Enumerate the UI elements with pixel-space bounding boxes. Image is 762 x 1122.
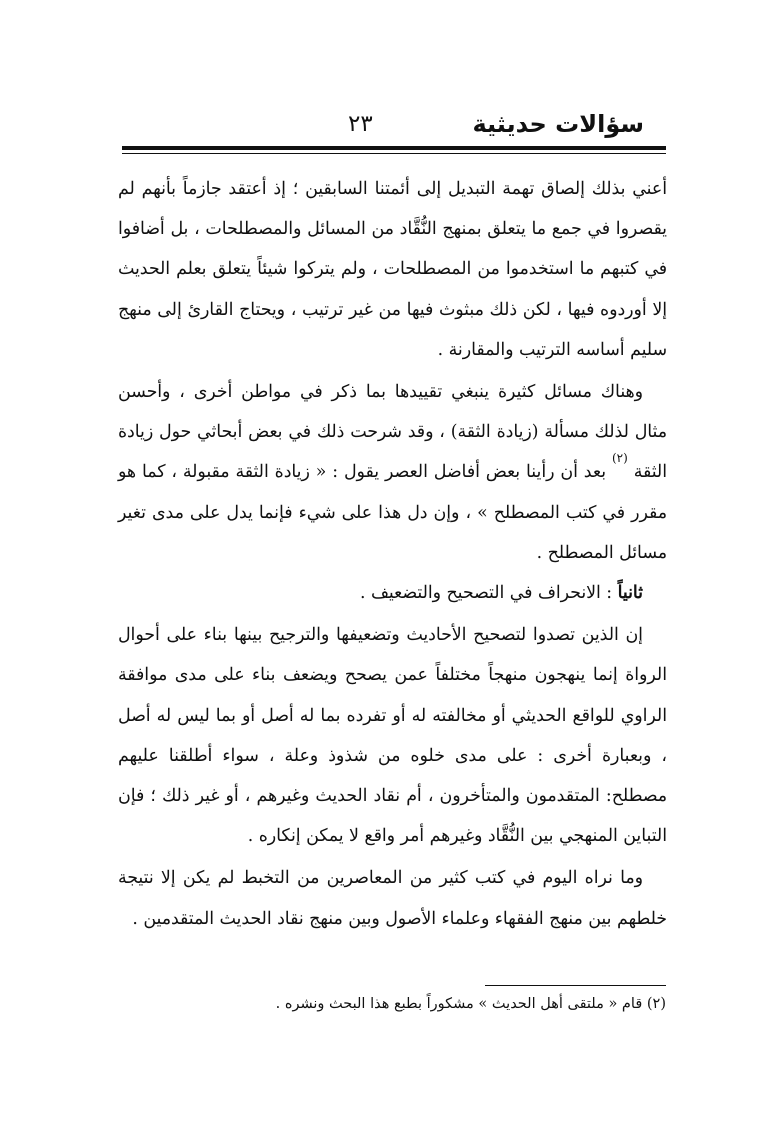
paragraph-1: أعني بذلك إلصاق تهمة التبديل إلى أئمتنا السابقين ؛ إذ أعتقد جازماً بأنهم لم يقصروا في جمع ما يتعلق بمنهج النُّقَّاد من المسائل والمصطلحات ، بل أضافوا في كتبهم ما استخدموا من المصطلحات ، ولم يتركوا شيئاً يتعلق بعلم الحديث إلا أوردوه فيها ، لكن ذلك مبثوث فيها من غير ترتيب ، ويحتاج القارئ إلى منهج سليم أساسه الترتيب والمقارنة . [118,179,667,360]
section-heading-label: ثانياً [617,583,643,604]
header-rule-thick [122,146,666,150]
section-heading-text: : الانحراف في التصحيح والتضعيف . [359,583,613,604]
paragraph-2-part-1: وهناك مسائل كثيرة ينبغي تقييدها بما ذكر في مواطن أخرى ، وأحسن مثال لذلك مسألة (زيادة الثقة) ، وقد شرحت ذلك في بعض أبحاثي حول زيادة الثقة [118,382,667,483]
header-rule-thin [122,153,666,154]
paragraph-4: وما نراه اليوم في كتب كثير من المعاصرين من التخبط لم يكن إلا نتيجة خلطهم بين منهج الفقهاء وعلماء الأصول وبين منهج نقاد الحديث المتقدمين . [118,868,667,929]
paragraph-3: إن الذين تصدوا لتصحيح الأحاديث وتضعيفها والترجيح بينها بناء على أحوال الرواة إنما ينهجون منهجاً مختلفاً عمن يصحح ويضعف بناء على مدى موافقة الراوي للواقع الحديثي أو مخالفته له أو تفرده بما له أصل أو بما ليس له أصل ، وبعبارة أخرى : على مدى خلوه من شذوذ وعلة ، سواء أطلقنا عليهم مصطلح: المتقدمون والمتأخرون ، أم نقاد الحديث وغيرهم ، أو غير ذلك ؛ فإن التباين المنهجي بين النُّقَّاد وغيرهم أمر واقع لا يمكن إنكاره . [118,625,667,847]
footnote-separator [485,985,666,986]
page-number: ٢٣ [348,111,373,137]
footnote: (٢) قام « ملتقى أهل الحديث » مشكوراً بطبع هذا البحث ونشره . [275,996,666,1012]
running-title: سؤالات حديثية [472,110,644,138]
footnote-reference: (٢) [611,451,628,466]
paragraph-2-part-2: بعد أن رأينا بعض أفاضل العصر يقول : « زيادة الثقة مقبولة ، كما هو مقرر في كتب المصطلح » ، وإن دل هذا على شيء فإنما يدل على مدى تغير مسائل المصطلح . [118,462,667,563]
main-text [118,169,667,939]
paragraph-2 [118,372,667,573]
section-heading [118,573,667,613]
